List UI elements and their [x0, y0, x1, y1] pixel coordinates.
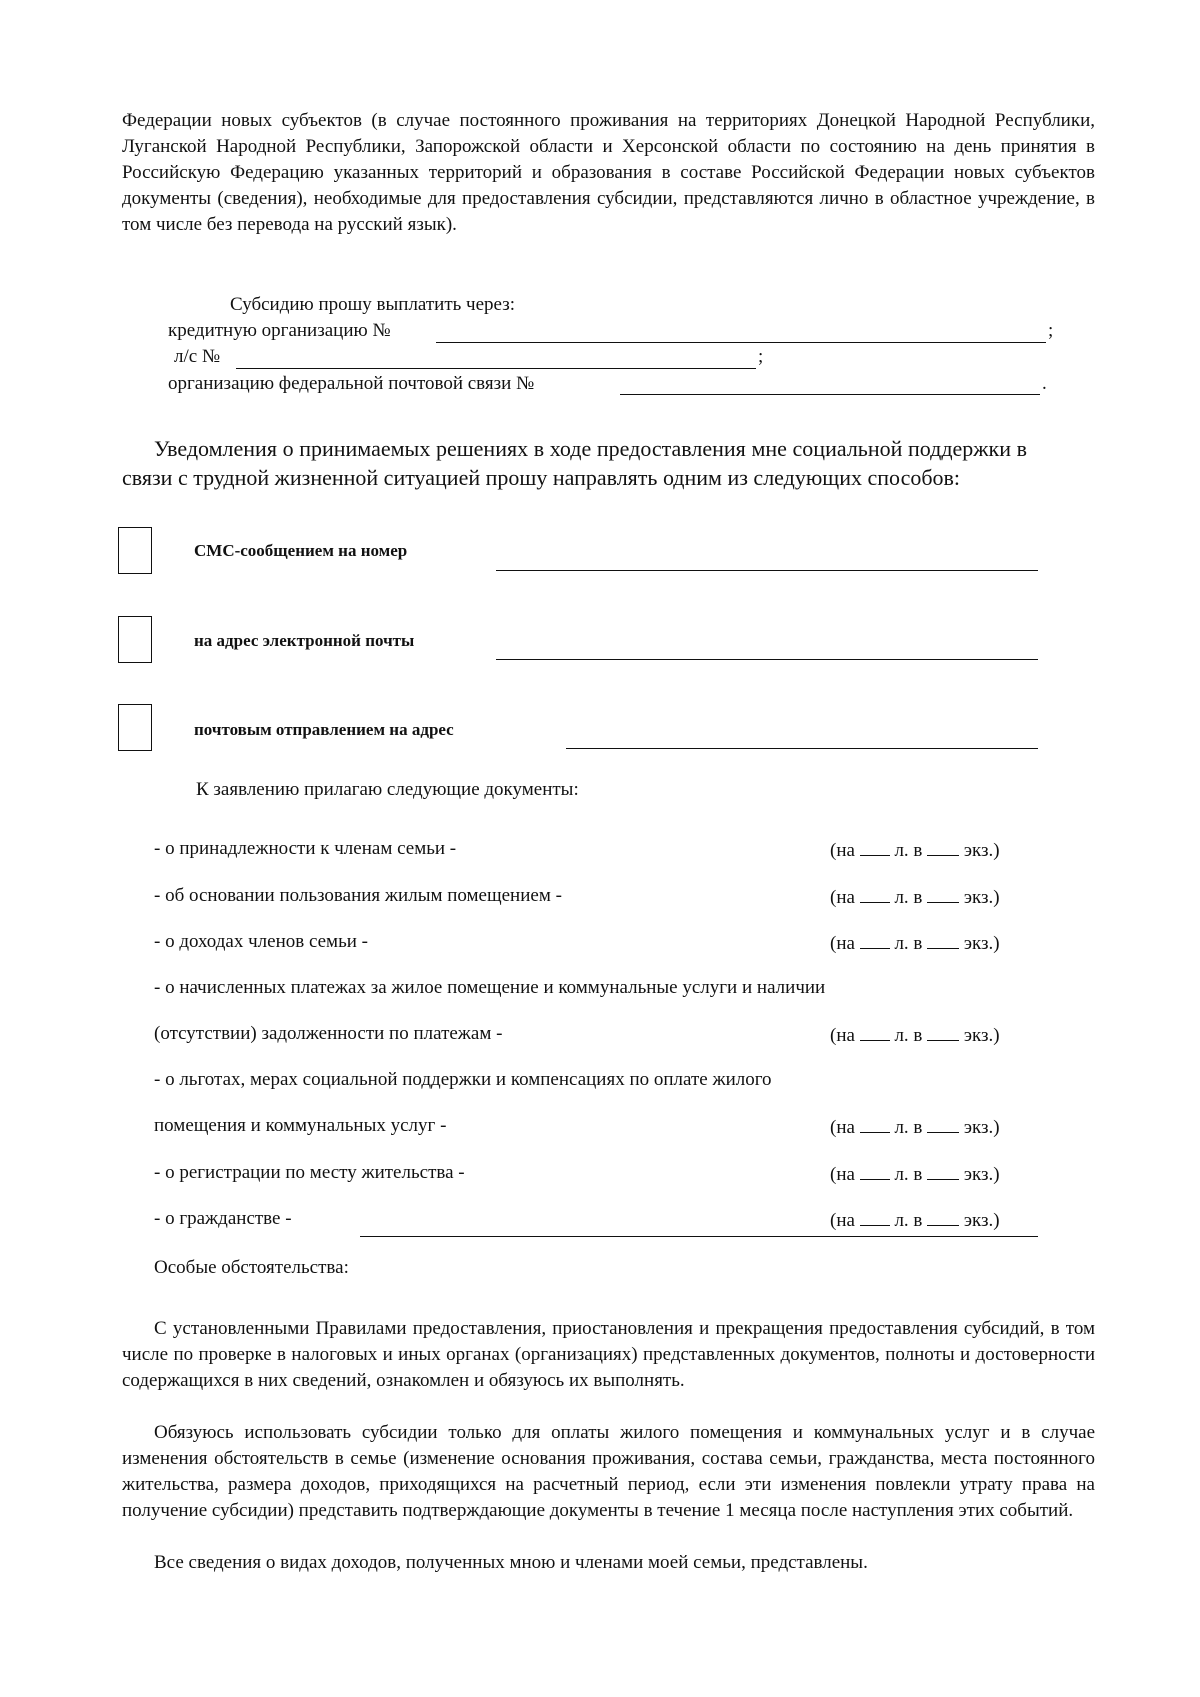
credit-org-field[interactable]: [436, 342, 1046, 343]
special-circumstances-label: Особые обстоятельства:: [154, 1257, 349, 1278]
documents-heading: К заявлению прилагаю следующие документы:: [196, 779, 579, 800]
closing-paragraph: Обязуюсь использовать субсидии только для оплаты жилого помещения и коммунальных услуг и в случае изменения обстоятельств в семье (изменение основания проживания, состава семьи, гражданства, места постоянного жительства, размера доходов, приходящихся на расчетный период, если эти изменения повлекли утрату права на получение субсидии) представить подтверждающие документы в течение 1 месяца после наступления этих событий.: [122, 1422, 1095, 1521]
intro-paragraph: Федерации новых субъектов (в случае постоянного проживания на территориях Донецкой Народной Республики, Луганской Народной Республики, Запорожской области и Херсонской области по состоянию на день принятия в Российскую Федерацию указанных территорий и образования в составе Российской Федерации новых субъектов документы (сведения), необходимые для предоставления субсидии, представляются лично в областное учреждение, в том числе без перевода на русский язык).: [122, 110, 1095, 235]
document-count[interactable]: (на л. в экз.): [830, 1117, 1000, 1138]
notification-text: Уведомления о принимаемых решениях в ходе предоставления мне социальной поддержки в связи с трудной жизненной ситуацией прошу направлять одним из следующих способов:: [122, 436, 1027, 490]
document-count[interactable]: (на л. в экз.): [830, 1210, 1000, 1231]
document-item: - об основании пользования жилым помещением -: [154, 885, 562, 906]
sms-number-field[interactable]: [496, 570, 1038, 571]
document-count[interactable]: (на л. в экз.): [830, 840, 1000, 861]
email-option-label: на адрес электронной почты: [194, 631, 415, 650]
document-item: - о доходах членов семьи -: [154, 931, 368, 952]
citizenship-field[interactable]: [360, 1236, 1038, 1237]
document-count[interactable]: (на л. в экз.): [830, 1025, 1000, 1046]
postal-org-end: .: [1042, 373, 1047, 394]
document-count[interactable]: (на л. в экз.): [830, 1164, 1000, 1185]
document-item: помещения и коммунальных услуг -: [154, 1115, 447, 1136]
credit-org-label: кредитную организацию №: [168, 320, 391, 341]
email-address-field[interactable]: [496, 659, 1038, 660]
document-count[interactable]: (на л. в экз.): [830, 933, 1000, 954]
document-item: (отсутствии) задолженности по платежам -: [154, 1023, 503, 1044]
credit-org-end: ;: [1048, 320, 1054, 341]
closing-paragraph: С установленными Правилами предоставления, приостановления и прекращения предоставления субсидий, в том числе по проверке в налоговых и иных органах (организациях) представленных документов, полноты и достоверности содержащихся в них сведений, ознакомлен и обязуюсь их выполнять.: [122, 1318, 1095, 1391]
account-label: л/с №: [174, 346, 221, 367]
document-item: - о начисленных платежах за жилое помещение и коммунальные услуги и наличии: [154, 977, 826, 998]
document-item: - о гражданстве -: [154, 1208, 292, 1229]
postal-option-label: почтовым отправлением на адрес: [194, 720, 454, 739]
document-item: - о регистрации по месту жительства -: [154, 1162, 465, 1183]
sms-option-label: СМС-сообщением на номер: [194, 541, 408, 560]
document-item: - о принадлежности к членам семьи -: [154, 838, 457, 859]
closing-paragraph: Все сведения о видах доходов, полученных мною и членами моей семьи, представлены.: [154, 1552, 868, 1573]
postal-org-label: организацию федеральной почтовой связи №: [168, 373, 535, 394]
account-field[interactable]: [236, 368, 756, 369]
postal-checkbox[interactable]: [118, 704, 152, 751]
payment-heading: Субсидию прошу выплатить через:: [230, 294, 515, 315]
document-count[interactable]: (на л. в экз.): [830, 887, 1000, 908]
email-checkbox[interactable]: [118, 616, 152, 663]
postal-address-field[interactable]: [566, 748, 1038, 749]
document-item: - о льготах, мерах социальной поддержки и компенсациях по оплате жилого: [154, 1069, 772, 1090]
postal-org-field[interactable]: [620, 394, 1040, 395]
account-end: ;: [758, 346, 764, 367]
sms-checkbox[interactable]: [118, 527, 152, 574]
